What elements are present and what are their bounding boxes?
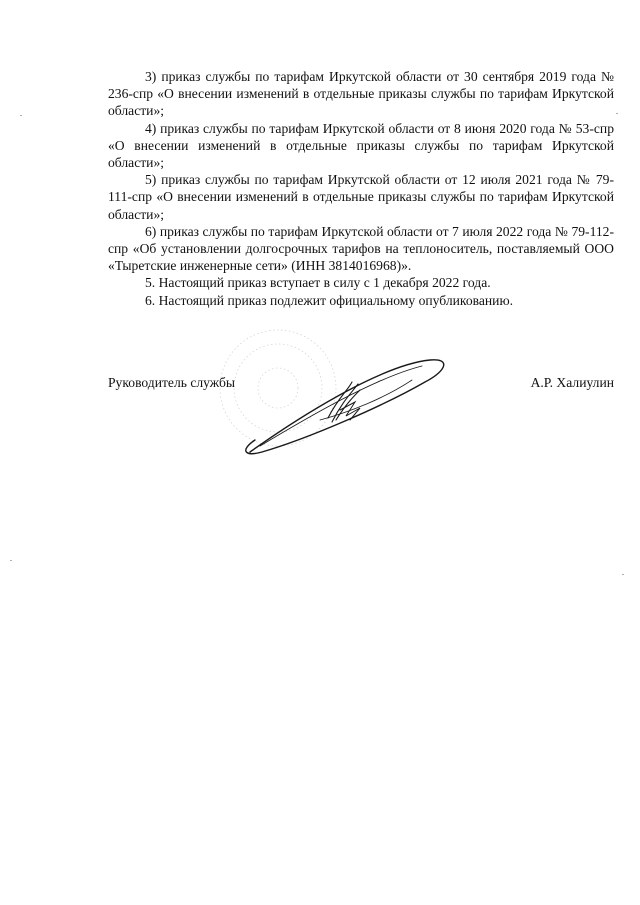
list-item-4: 4) приказ службы по тарифам Иркутской области от 8 июня 2020 года № 53-спр «О внесении изменений в отдельные приказы службы по тарифам Иркутской области»; bbox=[108, 120, 614, 171]
faded-stamp-and-signature bbox=[200, 320, 460, 470]
document-body bbox=[108, 68, 614, 309]
scan-speck bbox=[616, 113, 618, 114]
list-item-5: 5) приказ службы по тарифам Иркутской области от 12 июля 2021 года № 79-111-спр «О внесении изменений в отдельные приказы службы по тарифам Иркутской области»; bbox=[108, 172, 614, 222]
scan-speck bbox=[20, 115, 22, 116]
clause-6: 6. Настоящий приказ подлежит официальному опубликованию. bbox=[145, 292, 513, 308]
signatory-role: Руководитель службы bbox=[108, 375, 236, 390]
scan-speck bbox=[10, 560, 12, 561]
list-item-3: 3) приказ службы по тарифам Иркутской области от 30 сентября 2019 года № 236-спр «О внесении изменений в отдельные приказы службы по тарифам Иркутской области»; bbox=[108, 69, 614, 119]
clause-5: 5. Настоящий приказ вступает в силу с 1 декабря 2022 года. bbox=[145, 275, 491, 291]
signatory-name: А.Р. Халиулин bbox=[530, 375, 614, 390]
list-item-6: 6) приказ службы по тарифам Иркутской области от 7 июля 2022 года № 79-112-спр «Об установлении долгосрочных тарифов на теплоноситель, поставляемый ООО «Тыретские инженерные сети» (ИНН 3814016968)». bbox=[108, 223, 614, 274]
signature-block bbox=[108, 374, 614, 394]
scan-speck bbox=[622, 574, 624, 575]
